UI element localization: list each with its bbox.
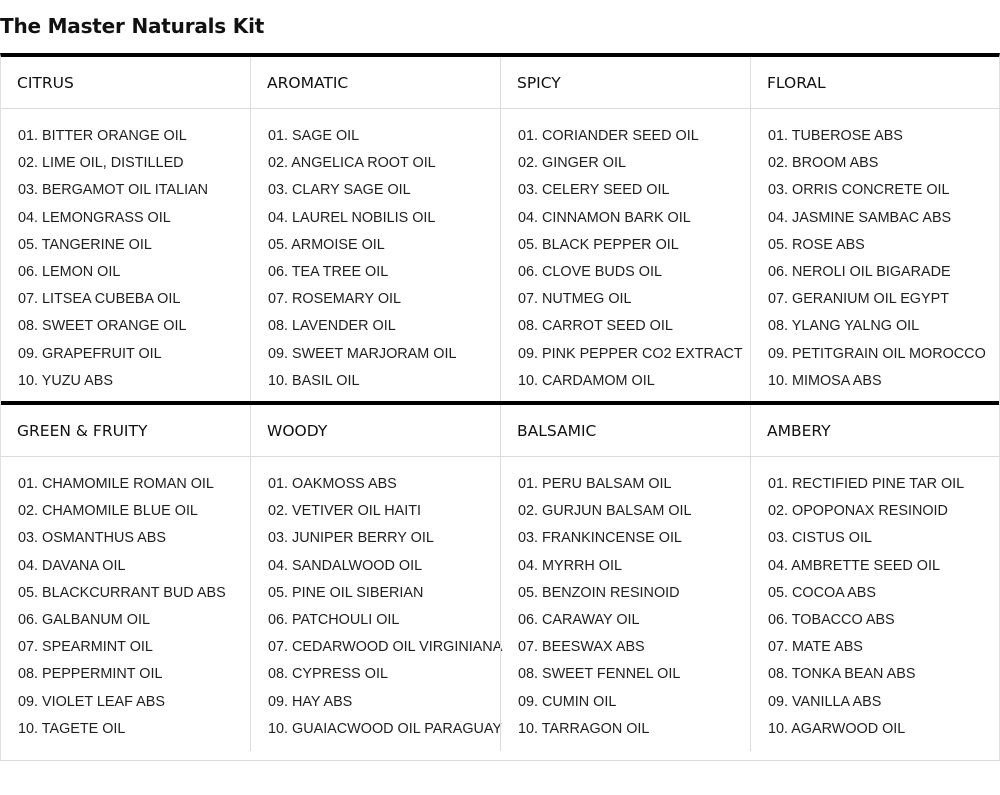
ingredient-item: 06. CARAWAY OIL	[518, 611, 640, 628]
category-column	[250, 405, 503, 751]
ingredient-item: 08. LAVENDER OIL	[268, 318, 396, 335]
ingredient-item: 02. CHAMOMILE BLUE OIL	[18, 503, 198, 520]
ingredient-item: 06. GALBANUM OIL	[18, 611, 150, 628]
ingredient-item: 03. BERGAMOT OIL ITALIAN	[18, 182, 209, 199]
ingredient-item: 03. ORRIS CONCRETE OIL	[768, 182, 950, 199]
ingredient-item: 10. CARDAMOM OIL	[518, 372, 655, 389]
ingredient-item: 04. MYRRH OIL	[518, 557, 622, 574]
ingredient-item: 01. RECTIFIED PINE TAR OIL	[768, 476, 965, 492]
ingredient-item: 05. TANGERINE OIL	[18, 236, 152, 253]
ingredient-item: 09. HAY ABS	[268, 693, 353, 710]
category-column	[750, 57, 1000, 401]
naturals-table	[0, 53, 1000, 761]
ingredient-item: 06. TOBACCO ABS	[768, 611, 895, 628]
category-header: BALSAMIC	[501, 405, 750, 457]
ingredient-item: 02. OPOPONAX RESINOID	[768, 503, 948, 520]
ingredient-item: 09. SWEET MARJORAM OIL	[268, 345, 457, 362]
ingredient-item: 10. BASIL OIL	[268, 372, 360, 389]
ingredient-item: 05. ROSE ABS	[768, 236, 865, 253]
ingredient-item: 02. ANGELICA ROOT OIL	[268, 155, 436, 172]
ingredient-item: 08. SWEET ORANGE OIL	[18, 318, 187, 335]
ingredient-item: 09. VIOLET LEAF ABS	[18, 693, 165, 710]
ingredient-item: 03. CISTUS OIL	[768, 530, 872, 547]
category-header: SPICY	[501, 57, 750, 109]
ingredient-item: 09. CUMIN OIL	[518, 693, 617, 710]
ingredient-item: 02. GINGER OIL	[518, 155, 626, 172]
ingredient-item: 04. CINNAMON BARK OIL	[518, 209, 691, 226]
ingredient-item: 01. CORIANDER SEED OIL	[518, 128, 699, 144]
ingredient-item: 05. ARMOISE OIL	[268, 236, 385, 253]
table-section	[1, 401, 999, 751]
ingredient-item: 01. CHAMOMILE ROMAN OIL	[18, 476, 214, 492]
ingredient-item: 07. LITSEA CUBEBA OIL	[18, 291, 181, 308]
ingredient-item: 09. PINK PEPPER CO2 EXTRACT	[518, 345, 743, 362]
ingredient-item: 05. PINE OIL SIBERIAN	[268, 584, 424, 601]
category-column	[500, 57, 750, 401]
ingredient-item: 02. LIME OIL, DISTILLED	[18, 155, 184, 172]
ingredient-item: 04. JASMINE SAMBAC ABS	[768, 209, 952, 226]
ingredient-item: 08. SWEET FENNEL OIL	[518, 666, 681, 683]
ingredient-item: 01. PERU BALSAM OIL	[518, 476, 672, 492]
ingredient-item: 08. YLANG YALNG OIL	[768, 318, 920, 335]
ingredient-item: 01. TUBEROSE ABS	[768, 128, 903, 144]
ingredient-item: 04. LAUREL NOBILIS OIL	[268, 209, 436, 226]
ingredient-item: 07. NUTMEG OIL	[518, 291, 632, 308]
ingredient-item: 03. OSMANTHUS ABS	[18, 530, 166, 547]
ingredient-item: 06. CLOVE BUDS OIL	[518, 263, 662, 280]
ingredient-item: 07. MATE ABS	[768, 639, 863, 656]
ingredient-list	[501, 109, 750, 401]
category-column	[750, 405, 1000, 751]
ingredient-item: 05. BLACKCURRANT BUD ABS	[18, 584, 226, 601]
ingredient-item: 07. SPEARMINT OIL	[18, 639, 153, 656]
ingredient-list	[501, 457, 750, 751]
ingredient-item: 01. OAKMOSS ABS	[268, 476, 397, 492]
ingredient-item: 07. BEESWAX ABS	[518, 639, 645, 656]
ingredient-list	[1, 109, 250, 401]
ingredient-item: 03. JUNIPER BERRY OIL	[268, 530, 434, 547]
category-column	[1, 57, 250, 401]
ingredient-item: 01. SAGE OIL	[268, 128, 360, 144]
ingredient-list	[751, 109, 1000, 401]
ingredient-item: 06. NEROLI OIL BIGARADE	[768, 263, 951, 280]
ingredient-item: 02. BROOM ABS	[768, 155, 879, 172]
category-header: FLORAL	[751, 57, 1000, 109]
ingredient-item: 08. CARROT SEED OIL	[518, 318, 673, 335]
ingredient-item: 04. LEMONGRASS OIL	[18, 209, 171, 226]
ingredient-item: 03. CELERY SEED OIL	[518, 182, 670, 199]
ingredient-item: 09. PETITGRAIN OIL MOROCCO	[768, 345, 986, 362]
ingredient-item: 06. TEA TREE OIL	[268, 263, 389, 280]
ingredient-list	[751, 457, 1000, 751]
ingredient-item: 07. ROSEMARY OIL	[268, 291, 402, 308]
ingredient-item: 03. CLARY SAGE OIL	[268, 182, 411, 199]
ingredient-item: 01. BITTER ORANGE OIL	[18, 128, 187, 144]
ingredient-list	[1, 457, 250, 751]
category-header: CITRUS	[1, 57, 250, 109]
ingredient-list	[251, 109, 500, 401]
ingredient-item: 10. MIMOSA ABS	[768, 372, 882, 389]
category-header: AROMATIC	[251, 57, 500, 109]
ingredient-item: 02. GURJUN BALSAM OIL	[518, 503, 692, 520]
ingredient-item: 07. GERANIUM OIL EGYPT	[768, 291, 949, 308]
category-column	[1, 405, 250, 751]
category-header: WOODY	[251, 405, 500, 457]
category-column	[250, 57, 500, 401]
ingredient-item: 10. AGARWOOD OIL	[768, 720, 906, 737]
category-column	[500, 405, 750, 751]
ingredient-item: 10. GUAIACWOOD OIL PARAGUAY	[268, 720, 503, 737]
ingredient-item: 02. VETIVER OIL HAITI	[268, 503, 422, 520]
ingredient-item: 10. YUZU ABS	[18, 372, 113, 389]
ingredient-item: 09. VANILLA ABS	[768, 693, 882, 710]
ingredient-item: 10. TARRAGON OIL	[518, 720, 650, 737]
ingredient-item: 05. COCOA ABS	[768, 584, 876, 601]
ingredient-item: 06. LEMON OIL	[18, 263, 121, 280]
ingredient-item: 03. FRANKINCENSE OIL	[518, 530, 682, 547]
ingredient-item: 05. BLACK PEPPER OIL	[518, 236, 679, 253]
table-section	[1, 57, 999, 401]
ingredient-item: 04. AMBRETTE SEED OIL	[768, 557, 940, 574]
ingredient-item: 07. CEDARWOOD OIL VIRGINIANA	[268, 639, 503, 656]
category-header: GREEN & FRUITY	[1, 405, 250, 457]
ingredient-item: 10. TAGETE OIL	[18, 720, 126, 737]
ingredient-item: 04. SANDALWOOD OIL	[268, 557, 423, 574]
ingredient-item: 08. TONKA BEAN ABS	[768, 666, 916, 683]
ingredient-item: 08. PEPPERMINT OIL	[18, 666, 163, 683]
ingredient-item: 06. PATCHOULI OIL	[268, 611, 400, 628]
ingredient-item: 09. GRAPEFRUIT OIL	[18, 345, 162, 362]
page-title: The Master Naturals Kit	[0, 14, 265, 38]
ingredient-item: 05. BENZOIN RESINOID	[518, 584, 680, 601]
ingredient-item: 04. DAVANA OIL	[18, 557, 126, 574]
ingredient-list	[251, 457, 503, 751]
category-header: AMBERY	[751, 405, 1000, 457]
ingredient-item: 08. CYPRESS OIL	[268, 666, 388, 683]
